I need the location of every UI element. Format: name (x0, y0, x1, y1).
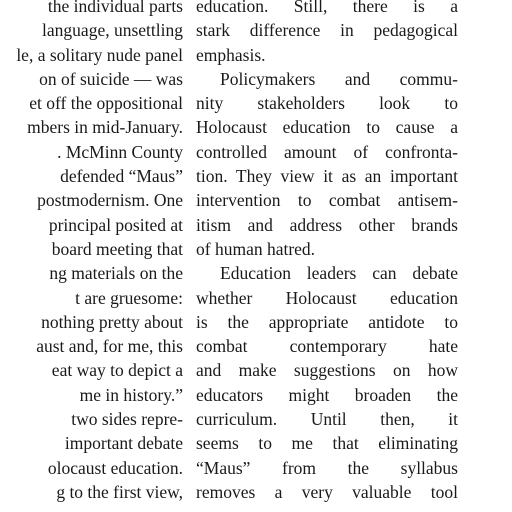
text-line: combat contemporary hate (196, 336, 458, 357)
text-line: and make suggestions on how (196, 360, 458, 381)
paragraph-start-line: Education leaders can debate (220, 263, 458, 284)
text-line: . McMinn County (57, 141, 183, 162)
text-line: emphasis. (196, 44, 266, 65)
text-line: t are gruesome: (75, 287, 183, 308)
text-line: Holocaust education to cause a (196, 117, 458, 138)
text-line: is the appropriate antidote to (196, 311, 458, 332)
text-line: “Maus” from the syllabus (196, 457, 458, 478)
text-line: two sides repre- (71, 409, 183, 430)
text-line: education. Still, there is a (196, 0, 458, 16)
text-line: postmodernism. One (37, 190, 183, 211)
text-line: stark difference in pedagogical (196, 20, 458, 41)
text-line: removes a very valuable tool (196, 481, 458, 502)
text-line: itism and address other brands (196, 214, 458, 235)
text-line: important debate (64, 433, 183, 454)
text-line: defended “Maus” (60, 166, 183, 187)
article-column-left (0, 0, 183, 504)
text-line: board meeting that (51, 238, 183, 259)
text-line: aust and, for me, this (36, 336, 183, 357)
text-line: whether Holocaust education (196, 287, 458, 308)
text-line: curriculum. Until then, it (196, 409, 458, 430)
text-line: ng materials on the (49, 263, 183, 284)
text-line: le, a solitary nude panel (16, 44, 183, 65)
text-line: olocaust education. (47, 457, 183, 478)
text-line: of human hatred. (196, 238, 316, 259)
text-line: me in history.” (79, 384, 183, 405)
text-line: mbers in mid-January. (27, 117, 183, 138)
text-line: educators might broaden the (196, 384, 458, 405)
text-line: nothing pretty about (41, 311, 183, 332)
text-line: et off the oppositional (29, 93, 183, 114)
text-line: g to the first view, (56, 481, 183, 502)
text-line: eat way to depict a (51, 360, 183, 381)
article-column-right (196, 0, 458, 504)
text-line: intervention to combat antisem- (196, 190, 458, 211)
text-line: the individual parts (47, 0, 183, 16)
text-line: controlled amount of confronta- (196, 141, 458, 162)
text-line: language, unsettling (42, 20, 183, 41)
text-line: seems to me that eliminating (196, 433, 458, 454)
paragraph-start-line: Policymakers and commu- (220, 68, 458, 89)
text-line: nity stakeholders look to (196, 93, 458, 114)
text-line: principal posited at (48, 214, 183, 235)
text-line: tion. They view it as an important (196, 166, 458, 187)
text-line: on of suicide — was (39, 68, 183, 89)
